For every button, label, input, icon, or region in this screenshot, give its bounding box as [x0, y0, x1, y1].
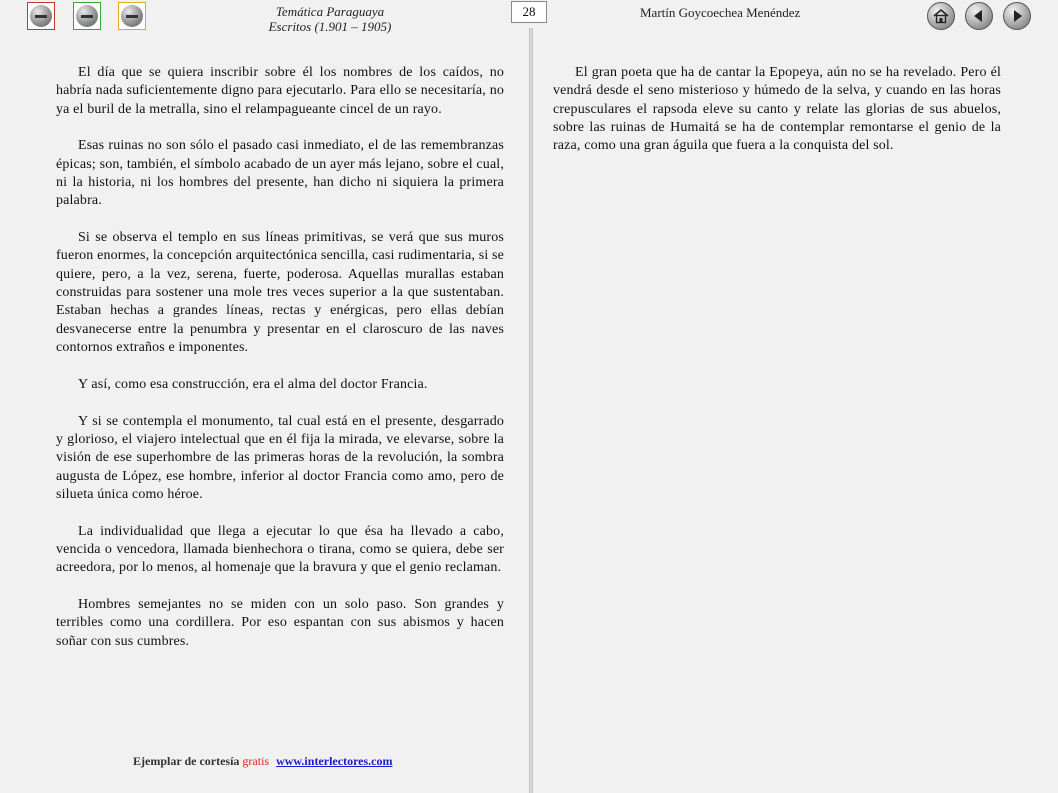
paragraph: La individualidad que llega a ejecutar lo que ésa ha llevado a cabo, vencida o vencedora, llamada bienhechora o tirana, como se quiera, debe ser acreedora, por lo menos, al homenaje que la bravura y que el genio reclaman. — [56, 523, 504, 576]
title-line-1: Temática Paraguaya — [275, 4, 385, 19]
footer-gratis: gratis — [242, 754, 270, 768]
paragraph: El gran poeta que ha de cantar la Epopeya, aún no se ha revelado. Pero él vendrá desde el seno misterioso y húmedo de la selva, y cuando en las horas crepusculares el rapsoda eleve su canto y relate las glorias de sus abuelos, sobre las ruinas de Humaitá se ha de contemplar remontarse el genio de la raza, como una gran águila que fuera a la conquista del sol. — [553, 65, 1001, 154]
paragraph: Esas ruinas no son sólo el pasado casi inmediato, el de las remembranzas épicas; son, también, el símbolo acabado de un ayer más lejano, sobre el cual, ni la historia, ni los hombres del presente, han dicho ni siquiera la primera palabra. — [56, 138, 504, 209]
home-icon — [932, 7, 950, 25]
title-line-2: Escritos (1.901 – 1905) — [268, 19, 392, 34]
paragraph: El día que se quiera inscribir sobre él los nombres de los caídos, no habría nada suficientemente digno para ejecutarlo. Para ello se necesitaría, no ya el buril de la metralla, sino el relampagueante cincel de un rayo. — [56, 65, 504, 117]
minus-icon — [121, 5, 143, 27]
minimize-button-yellow[interactable] — [118, 2, 146, 30]
previous-page-button[interactable] — [965, 2, 993, 30]
document-title — [200, 4, 460, 34]
author-name: Martín Goycoechea Menéndez — [640, 5, 801, 20]
minus-icon — [30, 5, 52, 27]
next-page-button[interactable] — [1003, 2, 1031, 30]
left-column — [56, 64, 504, 669]
paragraph: Hombres semejantes no se miden con un solo paso. Son grandes y terribles como una cordillera. Por eso espantan con sus abismos y hacen soñar con sus cumbres. — [56, 596, 504, 649]
minimize-button-green[interactable] — [73, 2, 101, 30]
paragraph: Si se observa el templo en sus líneas primitivas, se verá que sus muros fueron enormes, la concepción arquitectónica sencilla, casi rudimentaria, si se quiere, pero, a la vez, serena, fuerte, poderosa. Aquellas murallas estaban construidas para sostener una mole tres veces superior a la que sustentaban. Estaban hechas a grandes líneas, rectas y enérgicas, pero ellas debían desvanecerse entre la penumbra y presentar en el claroscuro de las naves contornos extraños e imponentes. — [56, 230, 505, 356]
arrow-left-icon — [971, 8, 987, 24]
page-number: 28 — [511, 1, 547, 23]
home-button[interactable] — [927, 2, 955, 30]
column-divider — [529, 28, 533, 793]
paragraph: Y así, como esa construcción, era el alma del doctor Francia. — [78, 376, 428, 392]
arrow-right-icon — [1009, 8, 1025, 24]
paragraph: Y si se contempla el monumento, tal cual está en el presente, desgarrado y glorioso, el viajero intelectual que en él fija la mirada, ve elevarse, sobre la visión de ese superhombre de las primeras horas de la revolución, la sombra augusta de López, ese hombre, inferior al doctor Francia como amo, pero de silueta única como héroe. — [56, 413, 504, 502]
minus-icon — [76, 5, 98, 27]
footer-link[interactable]: www.interlectores.com — [276, 754, 393, 768]
footer-prefix: Ejemplar de cortesía — [133, 754, 240, 768]
right-column — [553, 64, 1001, 174]
footer — [133, 754, 393, 769]
minimize-button-red[interactable] — [27, 2, 55, 30]
